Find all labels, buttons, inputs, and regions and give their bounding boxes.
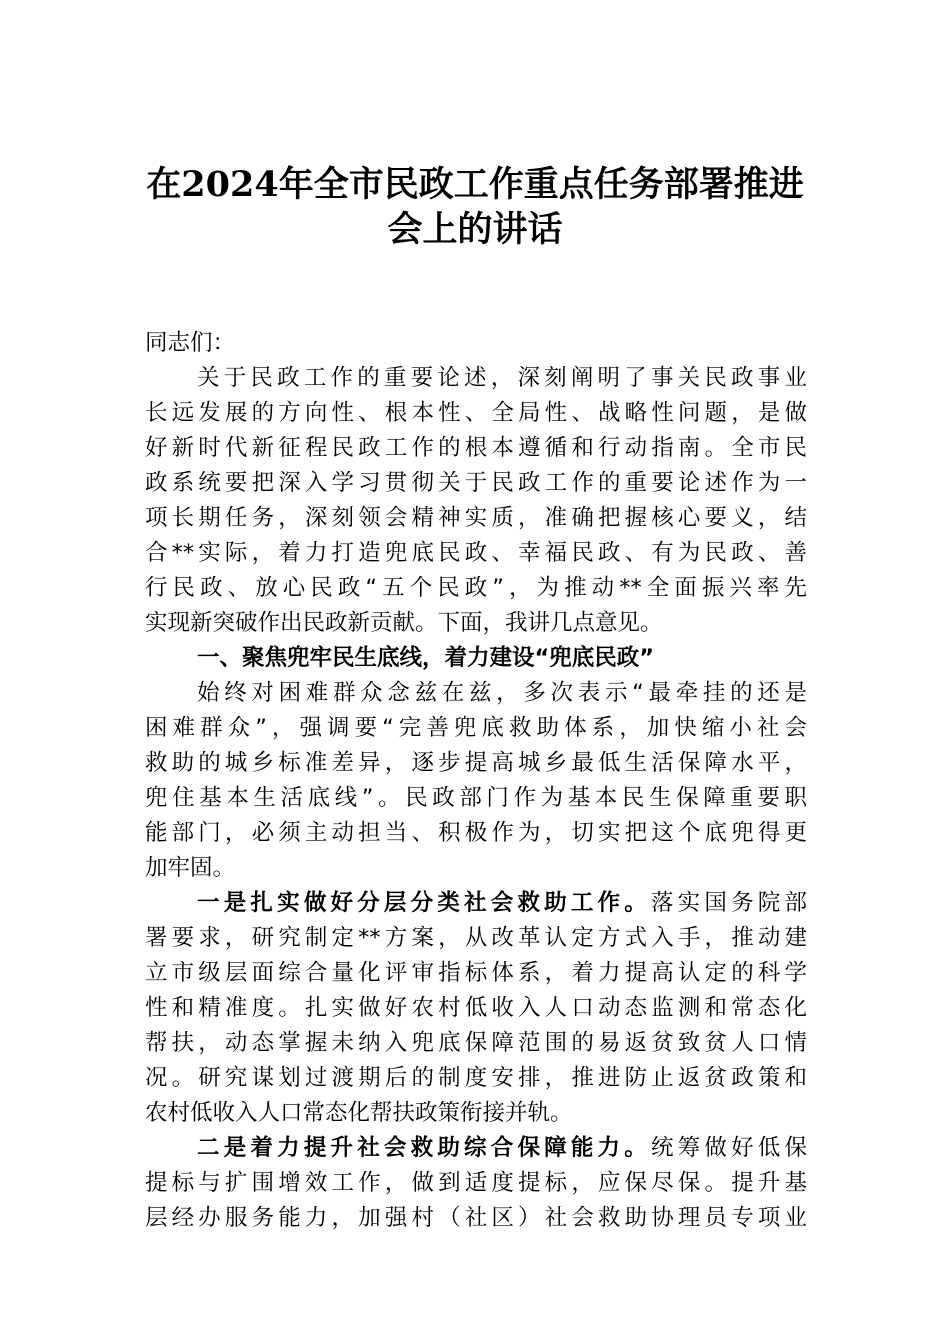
paragraph-1-line: 行民政、放心民政“五个民政”，为推动**全面振兴率先 xyxy=(145,575,807,601)
paragraph-2-line: 能部门，必须主动担当、积极作为，切实把这个底兜得更 xyxy=(145,820,807,846)
paragraph-1-line: 合**实际，着力打造兜底民政、幸福民政、有为民政、善 xyxy=(145,540,807,566)
salutation: 同志们： xyxy=(145,330,236,356)
paragraph-4-first-rest: 统筹做好低保 xyxy=(650,1135,807,1161)
document-title-line-1: 在2024年全市民政工作重点任务部署推进 xyxy=(146,164,804,205)
paragraph-3-line: 帮扶，动态掌握未纳入兜底保障范围的易返贫致贫人口情 xyxy=(145,1030,807,1056)
paragraph-3-first-rest: 落实国务院部 xyxy=(650,890,807,916)
paragraph-4-first-line xyxy=(197,1133,807,1163)
paragraph-1-line: 实现新突破作出民政新贡献。下面，我讲几点意见。 xyxy=(145,610,663,636)
paragraph-2-line: 兜住基本生活底线”。民政部门作为基本民生保障重要职 xyxy=(145,785,807,811)
paragraph-4-lead: 二是着力提升社会救助综合保障能力。 xyxy=(197,1135,651,1161)
paragraph-3-line: 农村低收入人口常态化帮扶政策衔接并轨。 xyxy=(145,1100,573,1126)
paragraph-2-line: 困难群众”，强调要“完善兜底救助体系，加快缩小社会 xyxy=(145,715,807,741)
document-title-line-2: 会上的讲话 xyxy=(387,209,563,250)
paragraph-3-line: 况。研究谋划过渡期后的制度安排，推进防止返贫政策和 xyxy=(145,1065,807,1091)
paragraph-1-line: 好新时代新征程民政工作的根本遵循和行动指南。全市民 xyxy=(145,435,807,461)
paragraph-2-line: 始终对困难群众念兹在兹，多次表示“最牵挂的还是 xyxy=(197,680,807,706)
paragraph-2-line: 加牢固。 xyxy=(145,855,236,881)
paragraph-1-line: 项长期任务，深刻领会精神实质，准确把握核心要义，结 xyxy=(145,505,807,531)
section-heading-1: 一、聚焦兜牢民生底线，着力建设“兜底民政” xyxy=(197,645,655,671)
paragraph-3-line: 立市级层面综合量化评审指标体系，着力提高认定的科学 xyxy=(145,960,807,986)
paragraph-1-line: 关于民政工作的重要论述，深刻阐明了事关民政事业 xyxy=(197,365,807,391)
paragraph-4-line: 层经办服务能力，加强村（社区）社会救助协理员专项业 xyxy=(145,1205,807,1231)
paragraph-3-first-line xyxy=(197,888,807,918)
paragraph-4-line: 提标与扩围增效工作，做到适度提标，应保尽保。提升基 xyxy=(145,1170,807,1196)
paragraph-1-line: 长远发展的方向性、根本性、全局性、战略性问题，是做 xyxy=(145,400,807,426)
paragraph-3-line: 性和精准度。扎实做好农村低收入人口动态监测和常态化 xyxy=(145,995,807,1021)
paragraph-3-line: 署要求，研究制定**方案，从改革认定方式入手，推动建 xyxy=(145,925,807,951)
paragraph-3-lead: 一是扎实做好分层分类社会救助工作。 xyxy=(197,890,651,916)
paragraph-2-line: 救助的城乡标准差异，逐步提高城乡最低生活保障水平， xyxy=(145,750,807,776)
paragraph-1-line: 政系统要把深入学习贯彻关于民政工作的重要论述作为一 xyxy=(145,470,807,496)
